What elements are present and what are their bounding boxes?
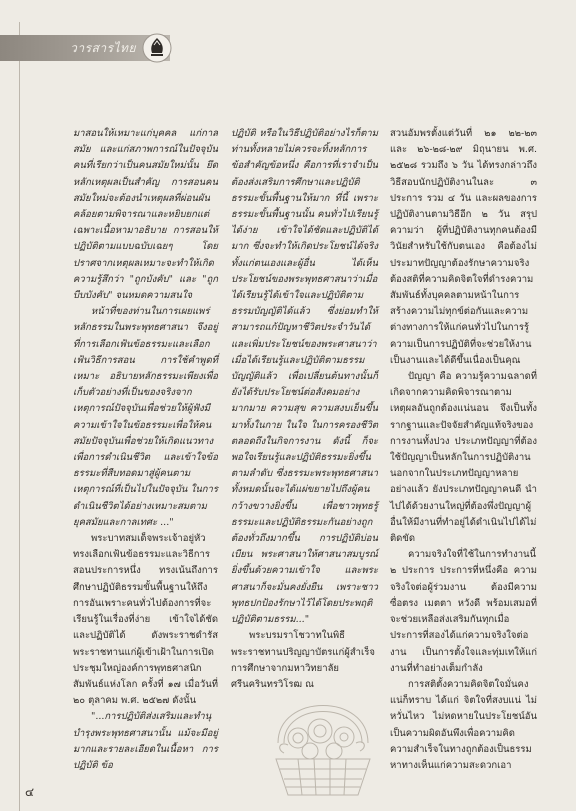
paragraph: ปฏิบัติ หรือในวิธีปฏิบัติอย่างไรก็ตาม ท่านทั้งหลายไม่ควรจะทิ้งหลักการข้อสำคัญข้อหนึ่ง คือการที่เราจำเป็นต้องส่งเสริมการศึกษาและปฏิบัติธรรมะขั้นพื้นฐานให้มาก ที่นี้ เพราะธรรมะขั้นพื้นฐานนั้น คนทั่วไปเรียนรู้ได้ง่าย เข้าใจได้ชัดและปฏิบัติได้มาก ซึ่งจะทำให้เกิดประโยชน์ได้จริงทั้งแก่ตนเองและผู้อื่น ได้เห็นประโยชน์ของพระพุทธศาสนาว่าเมื่อได้เรียนรู้ได้เข้าใจและปฏิบัติตามธรรมบัญญัติได้แล้ว ซึ่งย่อมทำให้สามารถแก้ปัญหาชีวิตประจำวันได้ และเพิ่มประโยชน์ของพระศาสนาว่าเมื่อได้เรียนรู้และปฏิบัติตามธรรมบัญญัติแล้ว เพื่อเปลี่ยนต้นทางนั้นก็ยังได้รับประโยชน์ต่อสังคมอย่างมากมาย ความสุข ความสงบเย็นขึ้นมาทั้งในกาย ในใจ ในการครองชีวิต ตลอดถึงในกิจการงาน ดังนี้ ก็จะพอใจเรียนรู้และปฏิบัติธรรมะยิ่งขึ้นตามลำดับ ซึ่งธรรมะพระพุทธศาสนาทั้งหมดนั้นจะได้แผ่ขยายไปถึงผู้คนกว้างขวางยิ่งขึ้น เพื่อชาวพุทธรู้ธรรมะและปฏิบัติธรรมะกันอย่างถูกต้องทั่วถึงมากขึ้น การปฏิบัติบ่อนเบียน พระศาสนาให้ศาสนาสมบูรณ์ ยิ่งขึ้นด้วยความเข้าใจ และพระศาสนาก็จะมั่นคงยั่งยืน เพราะชาวพุทธปกป้องรักษาไว้ได้โดยประพฤติปฏิบัติตามธรรม..." bbox=[231, 128, 378, 626]
section-title: วารสารไทย bbox=[70, 41, 136, 55]
paragraph: ความจริงใจที่ใช้ในการทำงานนี้ ๒ ประการ ประการที่หนึ่งคือ ความจริงใจต่อผู้ร่วมงาน ต้องมีความซื่อตรง เมตตา หวังดี พร้อมเสมอที่จะช่วยเหลือส่งเสริมกันทุกเมื่อ ประการที่สองได้แก่ความจริงใจต่องาน เป็นการตั้งใจและทุ่มเทให้แก่งานที่ทำอย่างเต็มกำลัง bbox=[390, 549, 537, 674]
paragraph: "...การปฏิบัติส่งเสริมและทำนุบำรุงพระพุทธศาสนานั้น แม้จะมีอยู่มากและรายละเอียดในเนื้อหา การปฏิบัติ ข้อ bbox=[73, 711, 218, 771]
paragraph: การสติตั้งความคิดจิตใจมั่นคงแน่ก็ทราบ ได้แก่ จิตใจที่สงบแน่ ไม่หวั่นไหว ไม่หดหายในประโยชน์อันเป็นความผิดอันพึงเพื่อความคิดความสำเร็จในทางถูกต้องเป็นธรรม หาทางเห็นแก่ความสะดวกเอา bbox=[390, 678, 537, 771]
page-number: ๔ bbox=[25, 785, 35, 799]
paragraph: สวนอัมพรตั้งแต่วันที่ ๒๑ ๒๒-๒๓ และ ๒๖-๒๘-๒๙ มิถุนายน พ.ศ. ๒๕๒๘ รวมถึง ๖ วัน ได้ทรงกล่าวถึงวิธีสอบนักปฏิบัติงานในละ ๓ ประการ รวม ๔ วัน และผลของการปฏิบัติงานตามวิธีอีก ๒ วัน สรุปความว่า ผู้ที่ปฏิบัติงานทุกคนต้องมีวินัยสำหรับใช้กับตนเอง คือต้องไม่ประมาทปัญญาต้องรักษาความจริง ต้องสติที่ความคิดจิตใจที่ดำรงความสัมพันธ์ทั้งบุคคลตามหน้าในการสร้างความไม่ทุกข์ต่อกันและความต่างทางการให้แก่คนทั่วไปในการรู้ความเป็นการปฏิบัติที่จะช่วยให้งานเป็นงานและได้ดีขึ้นเนื่องเป็นคุณ bbox=[390, 128, 537, 366]
paragraph: ปัญญา คือ ความรู้ความฉลาดที่เกิดจากความคิดพิจารณาตามเหตุผลอันถูกต้องแน่นอน จึงเป็นทั้งรากฐานและปัจจัยสำคัญแท้จริงของการงานทั้งปวง ประเภทปัญญาที่ต้องใช้ปัญญาเป็นหลักในการปฏิบัติงาน นอกจากในประเภทปัญญาหลายอย่างแล้ว ยังประเภทปัญญาคนดี นำไปได้ด้วยงานใหญ่ที่ต้องพึ่งปัญญาผู้อื่นให้มีงานที่ทำอยู่ได้ดำเนินไปได้ไม่ติดขัด bbox=[390, 371, 537, 545]
paragraph: พระบาทสมเด็จพระเจ้าอยู่หัวทรงเลือกเฟ้นข้อธรรมะและวิธีการสอนประการหนึ่ง ทรงเน้นถึงการศึกษาปฏิบัติธรรมขั้นพื้นฐานให้ถึงการอันเพราะคนทั่วไปต้องการที่จะเรียนรู้ในเรื่องที่ง่าย เข้าใจได้ชัด และปฏิบัติได้ ดังพระราชดำรัสพระราชทานแก่ผู้เข้าเฝ้าในการเปิดประชุมใหญ่องค์การพุทธศาสนิกสัมพันธ์แห่งโลก ครั้งที่ ๑๗ เมื่อวันที่ ๒๐ ตุลาคม พ.ศ. ๒๕๒๗ ดังนั้น bbox=[73, 533, 218, 707]
text-column-1 bbox=[73, 126, 218, 774]
page-edge-line bbox=[19, 22, 20, 811]
text-column-2 bbox=[231, 126, 378, 693]
paragraph: หน้าที่ของท่านในการเผยแพร่หลักธรรมในพระพุทธศาสนา จึงอยู่ที่การเลือกเฟ้นข้อธรรมะและเลือกเฟ้นวิธีการสอน การใช้คำพูดที่เหมาะ อธิบายหลักธรรมะเพียงเพื่อเก็บตัวอย่างที่เป็นของจริงจากเหตุการณ์ปัจจุบันเพื่อช่วยให้ผู้ฟังมีความเข้าใจในข้อธรรมะเพื่อให้คนสมัยปัจจุบันเพื่อช่วยให้เกิดแนวทางเพื่อการดำเนินชีวิต และเข้าใจข้อธรรมะที่สืบทอดมาสู่ผู้คนตามเหตุการณ์ที่เป็นไปในปัจจุบัน ในการดำเนินชีวิตได้อย่างเหมาะสมตามยุคสมัยและกาลเทศะ ..." bbox=[73, 306, 218, 528]
text-column-3 bbox=[390, 126, 537, 774]
flower-basket-illustration bbox=[258, 683, 388, 801]
journal-logo-icon bbox=[142, 33, 172, 63]
paragraph: พระบรมราโชวาทในพิธีพระราชทานปริญญาบัตรแก่ผู้สำเร็จการศึกษาจากมหาวิทยาลัยศรีนครินทรวิโรฒ ณ bbox=[231, 630, 375, 690]
paragraph: มาสอนให้เหมาะแก่บุคคล แก่กาลสมัย และแก่สภาพการณ์ในปัจจุบัน คนที่เรียกว่าเป็นคนสมัยใหม่นั้น ยึดหลักเหตุผลเป็นสำคัญ การสอนคนสมัยใหม่จะต้องนำเหตุผลที่ผ่อนผันคล้อยตามพิจารณาและหยิบยกแต่เฉพาะเนื้อหามาอธิบาย การสอนให้ปฏิบัติตามแบบฉบับเฉยๆ โดยปราศจากเหตุผลเหมาะจะทำให้เกิดความรู้สึกว่า "ถูกบังคับ" และ "ถูกบีบบังคับ" จนหมดความสนใจ bbox=[73, 128, 218, 302]
